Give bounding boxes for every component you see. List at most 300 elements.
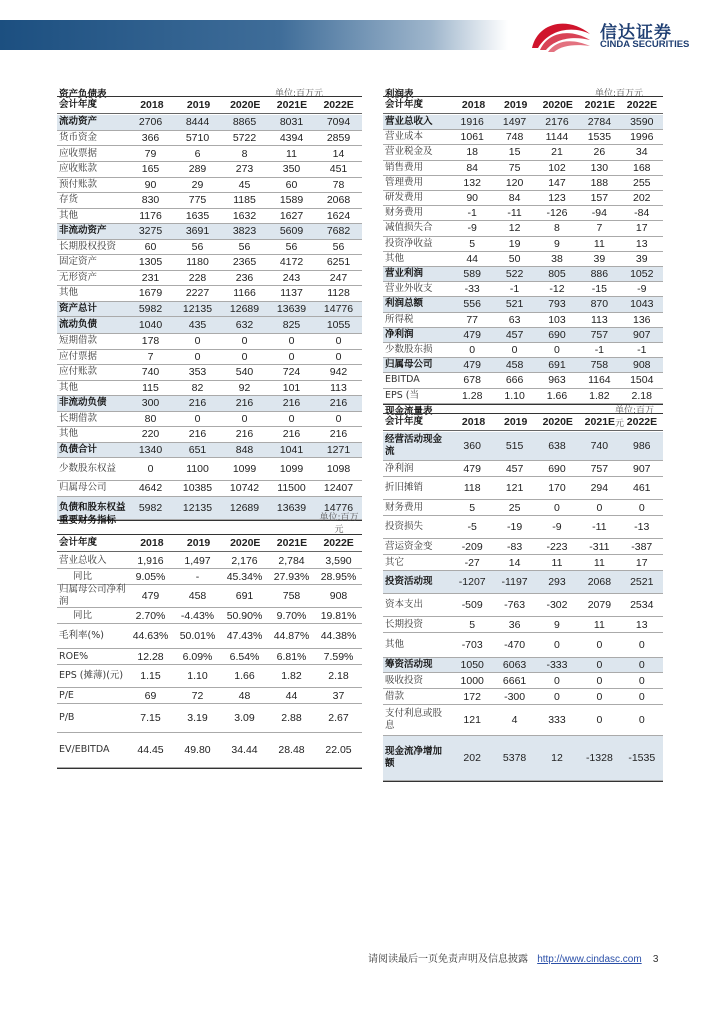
balance-row xyxy=(57,131,362,146)
cashflow-row-value: 11 xyxy=(593,618,605,631)
cashflow-row-value: 6063 xyxy=(502,659,527,671)
income-row xyxy=(383,297,663,311)
cashflow-header-year: 2021E xyxy=(584,416,616,428)
income-row-value: 157 xyxy=(590,192,609,205)
cashflow-header-year: 2022E xyxy=(626,416,658,428)
income-row xyxy=(383,130,663,144)
balance-row-value: 0 xyxy=(241,335,248,348)
ratios-row-value: 6.81% xyxy=(276,650,307,663)
balance-row-label: 长期借款 xyxy=(59,412,98,424)
balance-row-value: 2227 xyxy=(185,287,210,300)
income-row-value: 136 xyxy=(632,313,651,326)
balance-row-value: 56 xyxy=(285,240,298,253)
balance-row-label: 少数股东权益 xyxy=(59,463,117,474)
balance-row-value: 8865 xyxy=(232,116,257,129)
cashflow-row-value: 740 xyxy=(590,440,609,452)
balance-row-value: 2859 xyxy=(326,131,351,144)
balance-row-value: 0 xyxy=(241,350,248,363)
cashflow-row-value: -509 xyxy=(461,599,483,611)
cashflow-row-value: -1535 xyxy=(628,752,656,764)
balance-row-value: 366 xyxy=(141,131,160,144)
income-row-label: 净利润 xyxy=(385,328,414,340)
income-row-value: 17 xyxy=(635,222,648,235)
income-row-value: 44 xyxy=(466,252,479,265)
ratios-row-value: 22.05 xyxy=(325,744,352,756)
income-row-value: 147 xyxy=(548,176,566,189)
balance-row-value: 1271 xyxy=(326,443,351,456)
ratios-row-value: 50.01% xyxy=(179,630,216,642)
cashflow-row-value: -470 xyxy=(504,639,526,651)
income-row xyxy=(383,221,663,235)
cashflow-row-value: -333 xyxy=(546,659,568,671)
ratios-row xyxy=(57,553,362,568)
balance-row-value: 3691 xyxy=(185,225,210,238)
income-row-value: 102 xyxy=(548,161,566,174)
cashflow-row-value: 2079 xyxy=(587,599,612,611)
balance-row xyxy=(57,365,362,380)
cashflow-row-value: -83 xyxy=(506,540,523,553)
ratios-row-value: 28.48 xyxy=(278,744,305,756)
balance-header-year: 2018 xyxy=(140,99,164,111)
balance-row-value: 0 xyxy=(194,412,201,425)
income-row-value: 886 xyxy=(590,268,609,281)
cashflow-row-value: 5378 xyxy=(502,752,527,764)
cashflow-row-value: -703 xyxy=(461,639,483,651)
balance-row-value: 0 xyxy=(335,412,342,425)
balance-row xyxy=(57,443,362,458)
ratios-row-value: 44.45 xyxy=(137,744,164,756)
ratios-row-value: 7.59% xyxy=(323,650,354,663)
income-statement-table xyxy=(383,86,663,402)
balance-row-label: 非流动负债 xyxy=(59,397,107,409)
ratios-row-value: 72 xyxy=(191,689,204,702)
ratios-row-value: 7.15 xyxy=(140,712,161,724)
income-row-value: 13 xyxy=(635,237,648,250)
income-row-value: 1043 xyxy=(630,298,654,311)
income-row-value: 2784 xyxy=(587,116,612,129)
income-row-value: 1.82 xyxy=(589,389,610,402)
balance-row-value: 12689 xyxy=(229,302,260,315)
cashflow-row-value: 0 xyxy=(596,659,603,671)
balance-title: 资产负债表 xyxy=(59,89,107,100)
balance-row-label: 预付账款 xyxy=(59,178,98,190)
balance-row-label: 应收账款 xyxy=(59,163,98,175)
cashflow-row-value: 0 xyxy=(554,501,560,514)
cashflow-row xyxy=(383,658,663,672)
income-row-value: 457 xyxy=(505,328,524,341)
balance-row-value: 14 xyxy=(332,147,345,160)
page-footer xyxy=(368,950,658,965)
balance-row-value: 435 xyxy=(188,319,207,331)
balance-row xyxy=(57,255,362,270)
ratios-row-value: 44 xyxy=(285,689,298,702)
website-link[interactable]: http://www.cindasc.com xyxy=(537,954,642,965)
cashflow-row-value: -5 xyxy=(467,521,477,533)
cashflow-row-value: 0 xyxy=(638,690,645,703)
balance-row-value: 7 xyxy=(147,350,154,363)
ratios-header-year: 2018 xyxy=(140,537,164,549)
balance-row-value: 216 xyxy=(235,397,254,410)
ratios-row-label: ROE% xyxy=(59,650,89,662)
income-row-label: 销售费用 xyxy=(385,161,424,173)
cashflow-row-value: 0 xyxy=(638,659,645,671)
balance-row-label: 负债和股东权益 xyxy=(59,501,126,513)
income-row-value: 3590 xyxy=(630,116,654,129)
balance-row-value: 79 xyxy=(144,147,157,160)
balance-row-value: 80 xyxy=(144,412,157,425)
balance-row-value: 236 xyxy=(235,271,254,284)
income-row-value: 38 xyxy=(551,252,563,265)
balance-row-label: 其他 xyxy=(59,381,79,393)
cashflow-row-label: 经营活动现金流 xyxy=(385,434,443,457)
income-header-year: 2021E xyxy=(584,99,616,111)
balance-row xyxy=(57,381,362,396)
balance-row xyxy=(57,271,362,286)
income-header-label: 会计年度 xyxy=(385,99,424,110)
income-row-value: -94 xyxy=(591,207,607,220)
income-row xyxy=(383,343,663,357)
balance-row-value: 14776 xyxy=(323,302,354,315)
ratios-row-value: 47.43% xyxy=(226,630,263,642)
income-row xyxy=(383,358,663,372)
ratios-row-value: 2.70% xyxy=(135,609,166,622)
income-row-label: 利润总额 xyxy=(385,298,424,310)
balance-header-label: 会计年度 xyxy=(59,99,98,110)
income-row-value: -33 xyxy=(464,283,480,296)
ratios-row-value: 34.44 xyxy=(231,744,258,756)
ratios-row-value: 9.05% xyxy=(135,570,166,583)
income-row-value: -126 xyxy=(546,207,568,220)
income-row-value: 113 xyxy=(590,313,608,326)
income-row-value: 1144 xyxy=(545,131,569,144)
ratios-header-label: 会计年度 xyxy=(59,537,98,548)
balance-row xyxy=(57,412,362,427)
cashflow-row-label: 借款 xyxy=(385,690,405,702)
balance-row xyxy=(57,396,362,411)
ratios-header-year: 2022E xyxy=(323,537,354,549)
balance-row-label: 无形资产 xyxy=(59,271,98,283)
cashflow-row-value: 333 xyxy=(548,714,566,726)
cashflow-row-value: 121 xyxy=(463,714,481,726)
cashflow-bottom-rule xyxy=(383,781,663,782)
balance-header-year: 2020E xyxy=(230,99,261,111)
income-row-value: 589 xyxy=(463,268,481,281)
cashflow-row-label: 其它 xyxy=(385,556,405,568)
income-row-value: 678 xyxy=(463,374,481,387)
cashflow-row xyxy=(383,432,663,460)
balance-row-label: 短期借款 xyxy=(59,335,98,347)
cashflow-row xyxy=(383,673,663,688)
balance-row-value: 0 xyxy=(288,412,295,425)
balance-row-value: 178 xyxy=(141,335,160,348)
balance-row-value: 0 xyxy=(335,350,342,363)
cashflow-row xyxy=(383,736,663,780)
balance-row-value: 1632 xyxy=(232,209,257,222)
balance-row xyxy=(57,350,362,365)
balance-row xyxy=(57,193,362,208)
balance-row-value: 60 xyxy=(285,178,298,191)
cashflow-header-year: 2018 xyxy=(461,416,486,428)
income-header-year: 2022E xyxy=(626,99,658,111)
income-row-value: 18 xyxy=(466,146,479,159)
income-header-year: 2019 xyxy=(503,99,528,111)
cashflow-row-label: 营运资金变 xyxy=(385,540,433,552)
cashflow-row-value: 202 xyxy=(463,752,481,764)
income-top-rule xyxy=(383,96,663,97)
balance-row-value: 82 xyxy=(191,381,204,394)
cash-flow-table xyxy=(383,403,663,778)
balance-row-value: 451 xyxy=(329,163,348,176)
ratios-row-label: P/B xyxy=(59,712,75,723)
income-row-value: 7 xyxy=(596,222,603,235)
balance-header-year: 2019 xyxy=(186,99,211,111)
balance-row-value: 243 xyxy=(282,271,301,284)
income-row-value: 1535 xyxy=(587,131,612,144)
income-row-value: 90 xyxy=(466,192,479,205)
cashflow-row-label: 吸收投资 xyxy=(385,674,424,686)
ratios-row-value: 908 xyxy=(329,590,348,602)
cashflow-row-value: 461 xyxy=(632,482,651,494)
ratios-row-value: 19.81% xyxy=(320,609,357,622)
ratios-row xyxy=(57,608,362,623)
cashflow-row-label: 支付利息或股息 xyxy=(385,708,443,731)
cashflow-row-value: 17 xyxy=(635,556,648,569)
balance-row xyxy=(57,458,362,480)
ratios-row-value: 1,497 xyxy=(184,554,211,567)
income-row-label: 营业税金及 xyxy=(385,146,433,158)
balance-row-value: 14776 xyxy=(323,501,354,514)
ratios-row xyxy=(57,665,362,687)
cashflow-row-value: -763 xyxy=(504,599,526,611)
income-row-value: 870 xyxy=(590,298,609,311)
balance-row-value: 11 xyxy=(286,147,297,160)
balance-row-label: 流动负债 xyxy=(59,319,98,330)
header-banner xyxy=(0,20,508,50)
disclaimer-text: 请阅读最后一页免责声明及信息披露 xyxy=(368,954,528,965)
ratios-header-year: 2020E xyxy=(230,537,261,549)
cashflow-row-value: 360 xyxy=(463,440,481,452)
balance-row-value: 353 xyxy=(188,366,207,379)
income-header-row xyxy=(383,98,663,112)
income-row xyxy=(383,206,663,220)
balance-row xyxy=(57,162,362,177)
cashflow-row-value: -387 xyxy=(631,540,653,553)
cashflow-row-label: 投资活动现 xyxy=(385,576,433,587)
ratios-row-value: 69 xyxy=(144,689,157,702)
cashflow-row-label: 长期投资 xyxy=(385,618,424,630)
ratios-row-value: 458 xyxy=(188,590,207,602)
balance-row-value: 540 xyxy=(235,366,254,379)
balance-row-value: 1099 xyxy=(232,463,257,475)
income-row-value: 12 xyxy=(508,222,521,235)
cashflow-row-value: 5 xyxy=(469,618,476,631)
balance-row-value: 7682 xyxy=(326,225,351,238)
ratios-row xyxy=(57,688,362,703)
cashflow-row xyxy=(383,461,663,476)
balance-row-value: 115 xyxy=(142,381,159,394)
balance-row-value: 6 xyxy=(194,147,201,160)
income-row xyxy=(383,267,663,281)
ratios-row-value: 49.80 xyxy=(184,744,211,756)
balance-row-label: 其他 xyxy=(59,428,79,440)
brand-logo xyxy=(528,14,708,54)
balance-row-value: 56 xyxy=(332,240,345,253)
balance-header-year: 2021E xyxy=(276,99,308,111)
income-row-value: 2176 xyxy=(545,116,569,129)
income-row-value: 1996 xyxy=(630,131,654,144)
income-row-value: 26 xyxy=(593,146,606,159)
cashflow-row-value: 0 xyxy=(596,714,603,726)
balance-row-value: 6251 xyxy=(326,256,351,269)
income-row-value: 84 xyxy=(466,161,479,174)
balance-row-value: 8 xyxy=(241,147,248,160)
cashflow-row-value: 14 xyxy=(508,556,521,569)
income-row-value: 50 xyxy=(508,252,521,265)
cashflow-row xyxy=(383,594,663,616)
balance-row-value: 3275 xyxy=(138,225,163,238)
ratios-row-value: 2,784 xyxy=(278,554,305,567)
cashflow-row-label: 其他 xyxy=(385,639,405,650)
income-row-label: 管理费用 xyxy=(385,176,424,188)
cashflow-row-value: 0 xyxy=(638,714,645,726)
balance-row-value: 113 xyxy=(330,381,347,394)
balance-row-value: 8444 xyxy=(185,116,210,129)
balance-row-value: 90 xyxy=(144,178,157,191)
income-row-value: 11 xyxy=(593,237,605,250)
ratios-row-value: 12.28 xyxy=(137,650,164,663)
income-row-value: -9 xyxy=(467,222,477,235)
balance-row-value: 1589 xyxy=(279,194,304,207)
ratios-row xyxy=(57,733,362,767)
cashflow-row-value: 986 xyxy=(632,440,651,452)
income-row-value: 522 xyxy=(505,268,524,281)
income-row-value: 1497 xyxy=(502,116,527,129)
balance-row-value: 848 xyxy=(235,443,254,456)
balance-row xyxy=(57,178,362,193)
balance-row-value: 350 xyxy=(282,163,301,176)
balance-row-value: 3823 xyxy=(232,225,257,238)
cashflow-row-value: 294 xyxy=(590,482,609,494)
cashflow-title: 现金流量表 xyxy=(385,406,433,417)
cashflow-row-value: 0 xyxy=(638,639,645,651)
balance-header-row xyxy=(57,98,362,112)
balance-row-value: 5982 xyxy=(138,302,163,315)
balance-row-label: 归属母公司 xyxy=(59,482,107,494)
income-row-label: 营业总收入 xyxy=(385,116,433,128)
cashflow-row-value: 11 xyxy=(551,556,563,569)
cashflow-row-value: 0 xyxy=(638,501,645,514)
cashflow-row-value: 13 xyxy=(635,618,648,631)
cashflow-row-value: 9 xyxy=(554,618,560,631)
cashflow-row-value: 118 xyxy=(463,482,481,494)
cashflow-row-value: 638 xyxy=(548,440,566,452)
income-row-value: 103 xyxy=(548,313,566,326)
ratios-row-value: 758 xyxy=(282,590,301,602)
income-row-value: 963 xyxy=(548,374,566,387)
income-row-label: 营业成本 xyxy=(385,131,424,143)
income-row-value: -11 xyxy=(507,207,522,220)
cashflow-row-value: 11 xyxy=(593,556,605,569)
cashflow-row-value: 121 xyxy=(505,482,524,494)
cashflow-row-value: 0 xyxy=(596,639,603,651)
ratios-row-value: 48 xyxy=(238,689,251,702)
brand-name-en: CINDA SECURITIES xyxy=(600,39,690,50)
ratios-row-value: 37 xyxy=(332,689,345,702)
balance-row xyxy=(57,317,362,333)
cashflow-row xyxy=(383,516,663,538)
cashflow-row-label: 投资损失 xyxy=(385,521,424,532)
cashflow-row-value: 2068 xyxy=(587,576,612,588)
balance-row-value: 724 xyxy=(282,366,301,379)
balance-row-value: 740 xyxy=(141,366,160,379)
income-row-value: 1916 xyxy=(460,116,484,129)
page-number: 3 xyxy=(652,954,659,965)
income-row-label: 财务费用 xyxy=(385,207,424,219)
income-row-value: 0 xyxy=(554,344,560,357)
cashflow-row-value: 0 xyxy=(596,501,603,514)
balance-row-value: 2706 xyxy=(138,116,163,129)
ratios-bottom-rule xyxy=(57,768,362,769)
balance-row-value: 78 xyxy=(332,178,345,191)
balance-row-value: 92 xyxy=(238,381,251,394)
income-row-value: -1 xyxy=(637,344,647,357)
ratios-row-value: 6.09% xyxy=(182,650,213,663)
income-row-value: 168 xyxy=(632,161,651,174)
balance-row-value: 0 xyxy=(194,335,201,348)
ratios-row-label: 毛利率(%) xyxy=(59,630,104,641)
income-row xyxy=(383,161,663,175)
cashflow-row xyxy=(383,705,663,735)
balance-row-value: 4172 xyxy=(279,256,304,269)
balance-row-label: 存货 xyxy=(59,194,79,206)
ratios-row-value: 3.19 xyxy=(187,712,208,724)
income-row-value: 479 xyxy=(463,328,481,341)
cashflow-row-value: 0 xyxy=(596,674,603,687)
income-row-value: 123 xyxy=(548,192,566,205)
balance-row-value: 5710 xyxy=(185,131,210,144)
ratios-row-value: 1.66 xyxy=(234,670,255,682)
balance-row-value: 216 xyxy=(282,428,301,441)
income-row-label: 减值损失合 xyxy=(385,222,433,234)
balance-row-value: 2365 xyxy=(232,256,257,269)
balance-row xyxy=(57,209,362,224)
cashflow-row-value: 172 xyxy=(463,690,481,703)
cashflow-top-rule xyxy=(383,413,663,414)
cashflow-row xyxy=(383,500,663,515)
balance-row-value: 56 xyxy=(238,240,251,253)
income-row-value: 77 xyxy=(466,313,479,326)
cashflow-row xyxy=(383,617,663,632)
ratios-row-value: 50.90% xyxy=(226,609,263,622)
balance-row-value: 1679 xyxy=(138,287,163,300)
balance-row-value: 12407 xyxy=(323,482,354,495)
income-row-value: 5 xyxy=(469,237,476,250)
ratios-row-value: 44.87% xyxy=(273,630,310,642)
income-row-value: 691 xyxy=(548,359,566,372)
ratios-row-value: 479 xyxy=(141,590,160,602)
balance-row-value: 1137 xyxy=(280,287,303,300)
ratios-row-value: 45.34% xyxy=(226,570,263,583)
income-row-value: 1.66 xyxy=(546,389,568,402)
balance-row-value: 220 xyxy=(141,428,160,441)
balance-row-label: 非流动资产 xyxy=(59,225,107,237)
income-row-value: 188 xyxy=(590,176,609,189)
income-row-label: 少数股东损 xyxy=(385,344,433,356)
income-row-label: 其他 xyxy=(385,252,405,264)
ratios-row-label: 同比 xyxy=(73,570,93,582)
balance-row-value: 165 xyxy=(141,163,160,176)
ratios-row-value: 1,916 xyxy=(137,554,164,567)
